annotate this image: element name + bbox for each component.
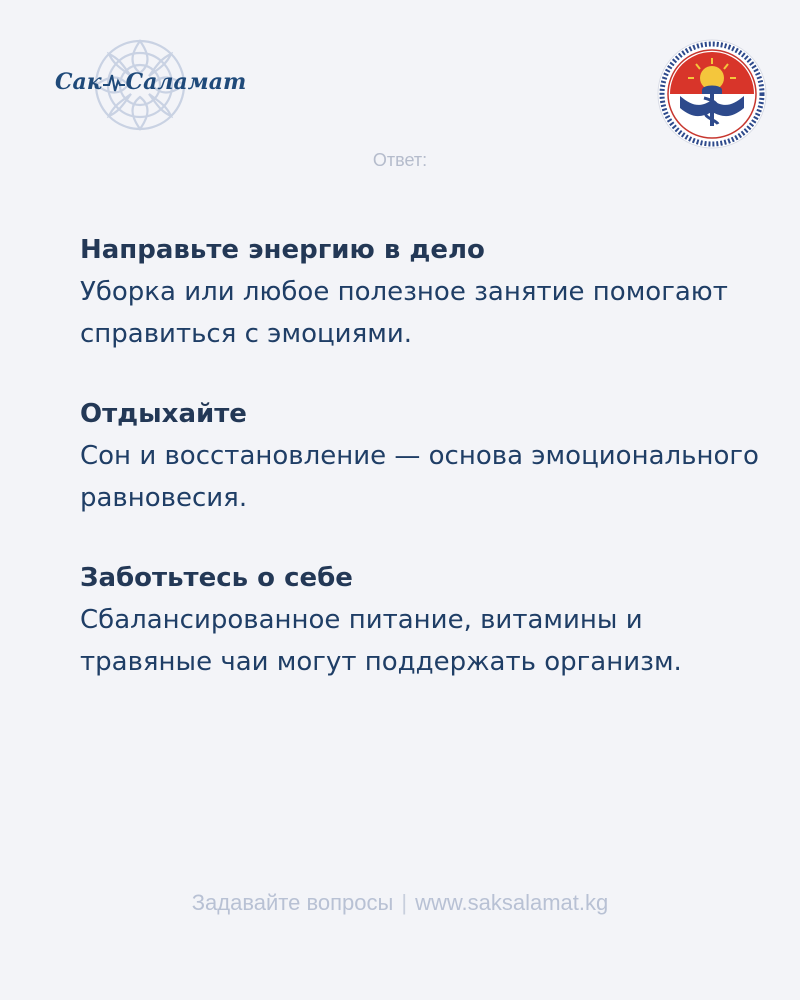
brand-name-part2: Саламат <box>125 69 247 95</box>
footer-separator: | <box>401 890 408 915</box>
brand-name <box>55 69 246 95</box>
tip-title: Заботьтесь о себе <box>80 563 353 593</box>
footer-question-text: Задавайте вопросы <box>191 890 394 915</box>
brand-logo <box>55 35 247 140</box>
tip-item <box>80 229 770 355</box>
tips-list <box>80 229 770 721</box>
ministry-emblem-icon <box>656 38 768 150</box>
footer <box>0 890 800 916</box>
heartbeat-pulse-icon <box>103 69 125 95</box>
tip-title: Отдыхайте <box>80 399 247 429</box>
website-link[interactable]: www.saksalamat.kg <box>415 890 609 915</box>
tip-text: Уборка или любое полезное занятие помогают справиться с эмоциями. <box>80 277 728 349</box>
answer-label: Ответ: <box>372 150 428 170</box>
tip-text: Сбалансированное питание, витамины и травяные чаи могут поддержать организм. <box>80 605 682 677</box>
tip-text: Сон и восстановление — основа эмоционального равновесия. <box>80 441 759 513</box>
tip-item <box>80 557 770 683</box>
tip-item <box>80 393 770 519</box>
brand-name-part1: Сак <box>55 69 102 95</box>
tip-title: Направьте энергию в дело <box>80 235 485 265</box>
